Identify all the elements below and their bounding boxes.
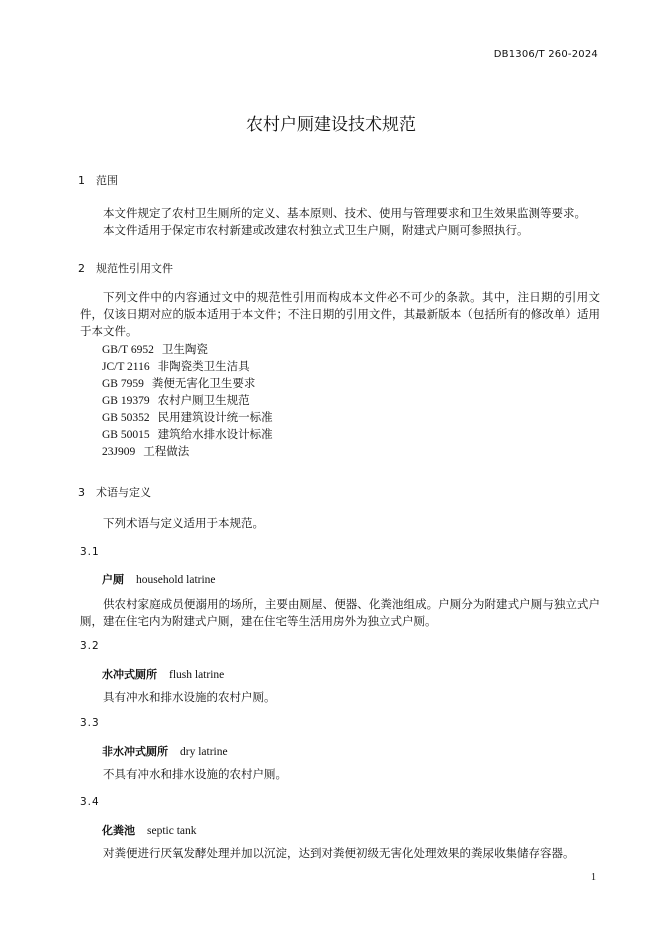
reference-name: 民用建筑设计统一标准 <box>157 412 273 424</box>
section-title: 范围 <box>96 174 118 187</box>
term-definition: 不具有冲水和排水设施的农村户厕。 <box>103 769 287 781</box>
reference-name: 非陶瓷类卫生洁具 <box>157 361 250 373</box>
reference-name: 工程做法 <box>143 446 190 458</box>
term-english: dry latrine <box>180 746 228 758</box>
section-title: 规范性引用文件 <box>96 262 173 275</box>
section-heading-2 <box>78 260 173 276</box>
term-english: septic tank <box>147 825 197 837</box>
reference-item <box>102 410 273 427</box>
document-title: 农村户厕建设技术规范 <box>246 115 416 135</box>
paragraph: 下列术语与定义适用于本规范。 <box>103 518 264 530</box>
term-english: household latrine <box>136 574 216 586</box>
reference-code: GB 50015 <box>102 429 150 441</box>
reference-code: GB/T 6952 <box>102 344 154 356</box>
section-number: 1 <box>78 174 85 187</box>
term-number: 3.2 <box>80 640 100 652</box>
term-entry <box>102 822 197 838</box>
reference-code: GB 19379 <box>102 395 150 407</box>
term-chinese: 水冲式厕所 <box>102 668 157 681</box>
section-number: 2 <box>78 262 85 275</box>
term-definition: 对粪便进行厌氧发酵处理并加以沉淀，达到对粪便初级无害化处理效果的粪尿收集储存容器。 <box>103 848 575 860</box>
term-definition: 具有冲水和排水设施的农村户厕。 <box>103 692 276 704</box>
reference-name: 农村户厕卫生规范 <box>157 395 250 407</box>
reference-name: 建筑给水排水设计标准 <box>157 429 273 441</box>
term-english: flush latrine <box>169 669 225 681</box>
term-number: 3.4 <box>80 796 100 808</box>
term-chinese: 化粪池 <box>102 824 135 837</box>
term-chinese: 户厕 <box>102 573 124 586</box>
section-heading-3 <box>78 484 151 500</box>
reference-code: JC/T 2116 <box>102 361 150 373</box>
reference-name: 卫生陶瓷 <box>161 344 208 356</box>
term-definition: 供农村家庭成员便溺用的场所，主要由厕屋、便器、化粪池组成。户厕分为附建式户厕与独立式户厕，建在住宅内为附建式户厕，建在住宅等生活用房外为独立式户厕。 <box>80 599 600 628</box>
term-number: 3.1 <box>80 546 100 558</box>
section-number: 3 <box>78 486 85 499</box>
term-number: 3.3 <box>80 717 100 729</box>
reference-item <box>102 393 250 410</box>
term-entry <box>102 666 224 682</box>
paragraph: 本文件规定了农村卫生厕所的定义、基本原则、技术、使用与管理要求和卫生效果监测等要求。 <box>103 208 586 220</box>
term-entry <box>102 743 228 759</box>
paragraph: 下列文件中的内容通过文中的规范性引用而构成本文件必不可少的条款。其中，注日期的引用文件，仅该日期对应的版本适用于本文件；不注日期的引用文件，其最新版本（包括所有的修改单）适用于本文件。 <box>80 292 600 338</box>
section-heading-1 <box>78 172 118 188</box>
term-entry <box>102 571 216 587</box>
reference-item <box>102 342 208 359</box>
term-chinese: 非水冲式厕所 <box>102 745 168 758</box>
reference-item <box>102 359 250 376</box>
reference-item <box>102 444 189 461</box>
reference-item <box>102 376 255 393</box>
reference-code: GB 7959 <box>102 378 144 390</box>
page-number: 1 <box>591 872 596 883</box>
document-code: DB1306/T 260-2024 <box>493 49 598 60</box>
paragraph: 本文件适用于保定市农村新建或改建农村独立式卫生户厕，附建式户厕可参照执行。 <box>103 225 529 237</box>
section-title: 术语与定义 <box>96 486 151 499</box>
reference-code: GB 50352 <box>102 412 150 424</box>
reference-code: 23J909 <box>102 446 136 458</box>
reference-item <box>102 427 273 444</box>
reference-name: 粪便无害化卫生要求 <box>151 378 256 390</box>
